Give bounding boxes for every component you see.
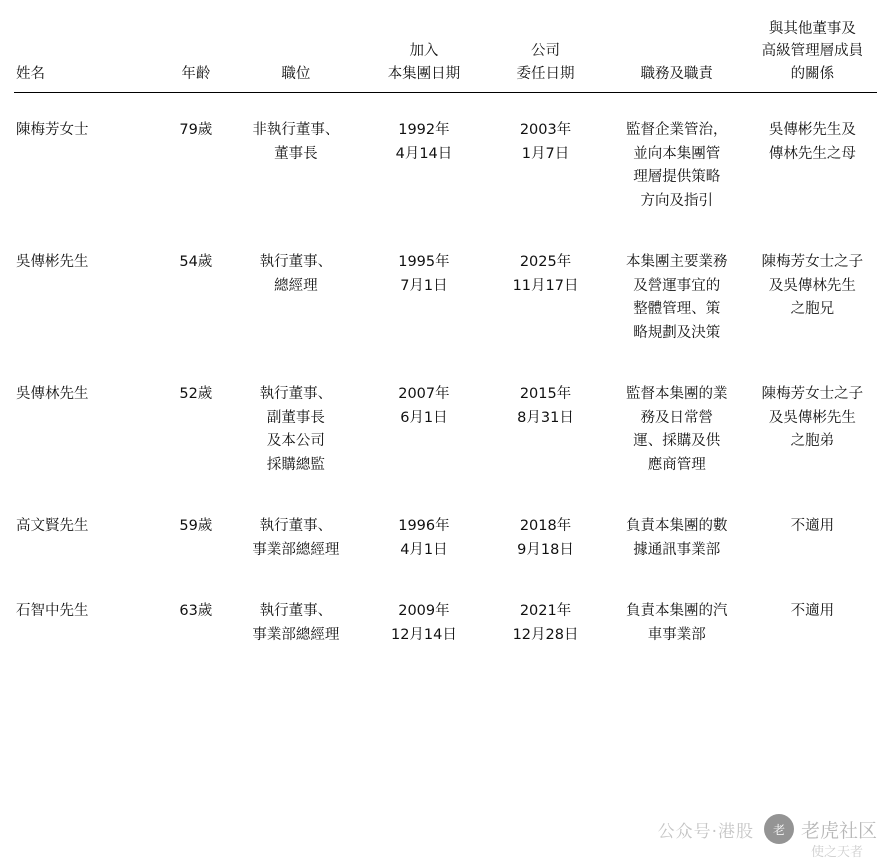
- watermark-brand: 老虎社区: [800, 819, 877, 842]
- header-line: 年齡: [181, 65, 211, 82]
- cell-line: 陳梅芳女士: [16, 122, 89, 139]
- cell-line: 79歲: [179, 122, 213, 139]
- cell-line: 事業部總經理: [252, 541, 340, 558]
- cell-line: 陳梅芳女士之子: [761, 386, 864, 403]
- table-row: [14, 493, 877, 578]
- cell-appointment-date: [485, 578, 606, 663]
- cell-position: [229, 361, 362, 493]
- cell-duties: [606, 93, 748, 229]
- cell-line: 執行董事、: [259, 518, 333, 535]
- cell-line: 2009年: [398, 603, 450, 620]
- cell-join-date: [363, 361, 486, 493]
- cell-line: 負責本集團的數: [626, 518, 728, 535]
- cell-line: 理層提供策略: [633, 169, 721, 186]
- header-line: 職務及職責: [640, 65, 714, 82]
- cell-line: 監督企業管治，: [626, 122, 728, 139]
- cell-line: 吳傳林先生: [16, 386, 89, 403]
- cell-line: 54歲: [179, 254, 213, 271]
- cell-appointment-date: [485, 229, 606, 361]
- cell-position: [229, 493, 362, 578]
- watermark-subtext: 使之天者: [810, 845, 863, 860]
- table-row: [14, 578, 877, 663]
- cell-line: 之胞弟: [790, 433, 835, 450]
- cell-name: [14, 93, 162, 229]
- cell-line: 不適用: [790, 518, 835, 535]
- watermark: [657, 814, 877, 860]
- cell-line: 方向及指引: [640, 192, 714, 209]
- cell-line: 非執行董事、: [252, 122, 340, 139]
- table-row: [14, 229, 877, 361]
- watermark-logo-icon: 老: [764, 814, 794, 844]
- cell-line: 並向本集團管: [633, 145, 721, 162]
- cell-age: [162, 578, 229, 663]
- cell-line: 2021年: [519, 603, 572, 620]
- cell-duties: [606, 361, 748, 493]
- cell-name: [14, 361, 162, 493]
- cell-duties: [606, 229, 748, 361]
- cell-line: 12月28日: [512, 626, 579, 643]
- cell-appointment-date: [485, 93, 606, 229]
- cell-line: 執行董事、: [259, 254, 333, 271]
- cell-line: 吳傳彬先生及: [768, 122, 856, 139]
- cell-age: [162, 493, 229, 578]
- cell-line: 59歲: [179, 518, 213, 535]
- cell-join-date: [363, 493, 486, 578]
- header-line: 加入: [409, 43, 439, 60]
- cell-line: 2015年: [519, 386, 572, 403]
- cell-line: 石智中先生: [16, 603, 89, 620]
- cell-line: 應商管理: [647, 456, 706, 473]
- table-row: [14, 361, 877, 493]
- cell-line: 據通訊事業部: [633, 541, 721, 558]
- cell-line: 1996年: [398, 518, 450, 535]
- cell-relationship: [748, 93, 877, 229]
- cell-line: 車事業部: [647, 626, 706, 643]
- cell-duties: [606, 578, 748, 663]
- cell-position: [229, 578, 362, 663]
- cell-line: 4月14日: [395, 145, 453, 162]
- cell-relationship: [748, 229, 877, 361]
- cell-line: 不適用: [790, 603, 835, 620]
- cell-age: [162, 229, 229, 361]
- cell-line: 2003年: [519, 122, 572, 139]
- cell-age: [162, 93, 229, 229]
- cell-line: 2025年: [519, 254, 572, 271]
- cell-appointment-date: [485, 361, 606, 493]
- cell-line: 及本公司: [266, 433, 325, 450]
- cell-line: 及營運事宜的: [633, 277, 721, 294]
- cell-join-date: [363, 229, 486, 361]
- cell-line: 總經理: [274, 277, 318, 294]
- cell-line: 執行董事、: [259, 386, 333, 403]
- cell-line: 之胞兄: [790, 301, 835, 318]
- cell-line: 監督本集團的業: [626, 386, 728, 403]
- cell-name: [14, 578, 162, 663]
- cell-line: 副董事長: [266, 409, 325, 426]
- cell-line: 及吳傳彬先生: [768, 409, 856, 426]
- column-header-appointment-date: [485, 18, 606, 93]
- cell-relationship: [748, 578, 877, 663]
- cell-line: 整體管理、策: [633, 301, 721, 318]
- cell-name: [14, 229, 162, 361]
- cell-line: 董事長: [274, 145, 318, 162]
- cell-line: 8月31日: [517, 409, 574, 426]
- cell-line: 本集團主要業務: [626, 254, 728, 271]
- cell-line: 63歲: [179, 603, 213, 620]
- cell-line: 略規劃及決策: [633, 324, 721, 341]
- column-header-position: [229, 18, 362, 93]
- cell-line: 9月18日: [517, 541, 574, 558]
- table-body: [14, 93, 877, 663]
- cell-line: 傳林先生之母: [768, 145, 856, 162]
- table-head: [14, 18, 877, 93]
- cell-line: 2018年: [519, 518, 572, 535]
- column-header-relationship: [748, 18, 877, 93]
- header-line: 與其他董事及: [768, 21, 856, 37]
- cell-age: [162, 361, 229, 493]
- table-row: [14, 93, 877, 229]
- header-line: 公司: [531, 43, 561, 60]
- cell-line: 吳傳彬先生: [16, 254, 89, 271]
- cell-relationship: [748, 493, 877, 578]
- cell-line: 事業部總經理: [252, 626, 340, 643]
- header-line: 委任日期: [516, 65, 575, 82]
- cell-line: 12月14日: [390, 626, 457, 643]
- cell-line: 及吳傳林先生: [768, 277, 856, 294]
- cell-line: 負責本集團的汽: [626, 603, 728, 620]
- column-header-join-date: [363, 18, 486, 93]
- cell-line: 52歲: [179, 386, 213, 403]
- cell-position: [229, 93, 362, 229]
- cell-line: 1月7日: [521, 145, 570, 162]
- header-line: 本集團日期: [387, 65, 461, 82]
- cell-line: 執行董事、: [259, 603, 333, 620]
- cell-relationship: [748, 361, 877, 493]
- cell-position: [229, 229, 362, 361]
- column-header-name: [14, 18, 162, 93]
- cell-appointment-date: [485, 493, 606, 578]
- header-line: 職位: [281, 65, 311, 82]
- cell-line: 7月1日: [400, 277, 448, 294]
- column-header-age: [162, 18, 229, 93]
- table-header-row: [14, 18, 877, 93]
- cell-join-date: [363, 93, 486, 229]
- cell-line: 高文賢先生: [16, 518, 89, 535]
- cell-line: 採購總監: [266, 456, 325, 473]
- cell-line: 運、採購及供: [633, 433, 721, 450]
- header-line: 姓名: [16, 65, 45, 82]
- cell-line: 2007年: [398, 386, 450, 403]
- header-line: 高級管理層成員: [761, 43, 864, 60]
- cell-line: 務及日常營: [640, 409, 714, 426]
- cell-name: [14, 493, 162, 578]
- cell-line: 6月1日: [400, 409, 448, 426]
- cell-line: 陳梅芳女士之子: [761, 254, 864, 271]
- cell-join-date: [363, 578, 486, 663]
- cell-duties: [606, 493, 748, 578]
- cell-line: 1995年: [398, 254, 450, 271]
- header-line: 的關係: [790, 65, 835, 82]
- cell-line: 1992年: [398, 122, 450, 139]
- cell-line: 11月17日: [512, 277, 579, 294]
- board-of-directors-table: [14, 18, 877, 663]
- cell-line: 4月1日: [400, 541, 448, 558]
- watermark-badge: [764, 814, 877, 860]
- column-header-duties: [606, 18, 748, 93]
- watermark-account-text: 公众号·港股: [657, 821, 754, 842]
